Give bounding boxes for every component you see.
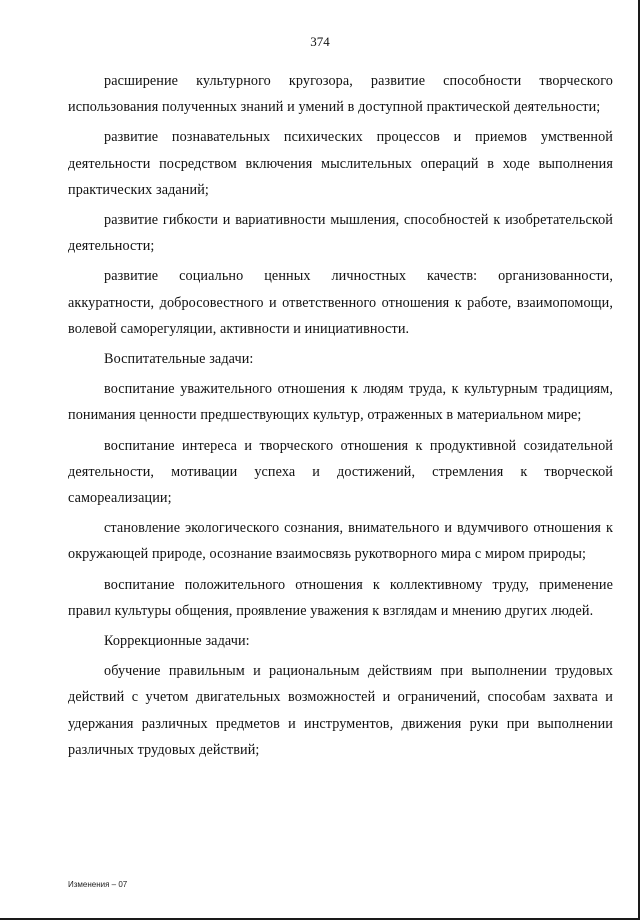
heading-educational-tasks: Воспитательные задачи: — [104, 351, 254, 368]
paragraph-creative-interest: воспитание интереса и творческого отношения к продуктивной созидательной деятельности, мотивации успеха и достижений, стремления к творческой самореализации; — [68, 437, 613, 507]
footer-revision-note: Изменения – 07 — [68, 880, 128, 889]
paragraph-cultural-outlook: расширение культурного кругозора, развитие способности творческого использования полученных знаний и умений в доступной практической деятельности; — [68, 73, 613, 116]
paragraph-collective-work: воспитание положительного отношения к коллективному труду, применение правил культуры общения, проявление уважения к взглядам и мнению других людей. — [68, 576, 613, 619]
paragraph-ecological-awareness: становление экологического сознания, внимательного и вдумчивого отношения к окружающей природе, осознание взаимосвязь рукотворного мира с миром природы; — [68, 520, 613, 563]
paragraph-cognitive-processes: развитие познавательных психических процессов и приемов умственной деятельности посредством включения мыслительных операций в ходе выполнения практических заданий; — [68, 129, 613, 198]
document-body — [68, 68, 613, 767]
paragraph-flexible-thinking: развитие гибкости и вариативности мышления, способностей к изобретательской деятельности; — [68, 212, 613, 255]
paragraph-personal-qualities: развитие социально ценных личностных качеств: организованности, аккуратности, добросовестного и ответственного отношения к работе, взаимопомощи, волевой саморегуляции, активности и инициативности. — [68, 268, 613, 337]
heading-correctional-tasks: Коррекционные задачи: — [104, 633, 250, 650]
paragraph-respect-labor: воспитание уважительного отношения к людям труда, к культурным традициям, понимания ценности предшествующих культур, отраженных в материальном мире; — [68, 381, 613, 424]
paragraph-rational-actions: обучение правильным и рациональным действиям при выполнении трудовых действий с учетом двигательных возможностей и ограничений, способам захвата и удержания различных предметов и инструментов, движения руки при выполнении различных трудовых действий; — [68, 663, 613, 758]
page-number: 374 — [310, 34, 330, 49]
